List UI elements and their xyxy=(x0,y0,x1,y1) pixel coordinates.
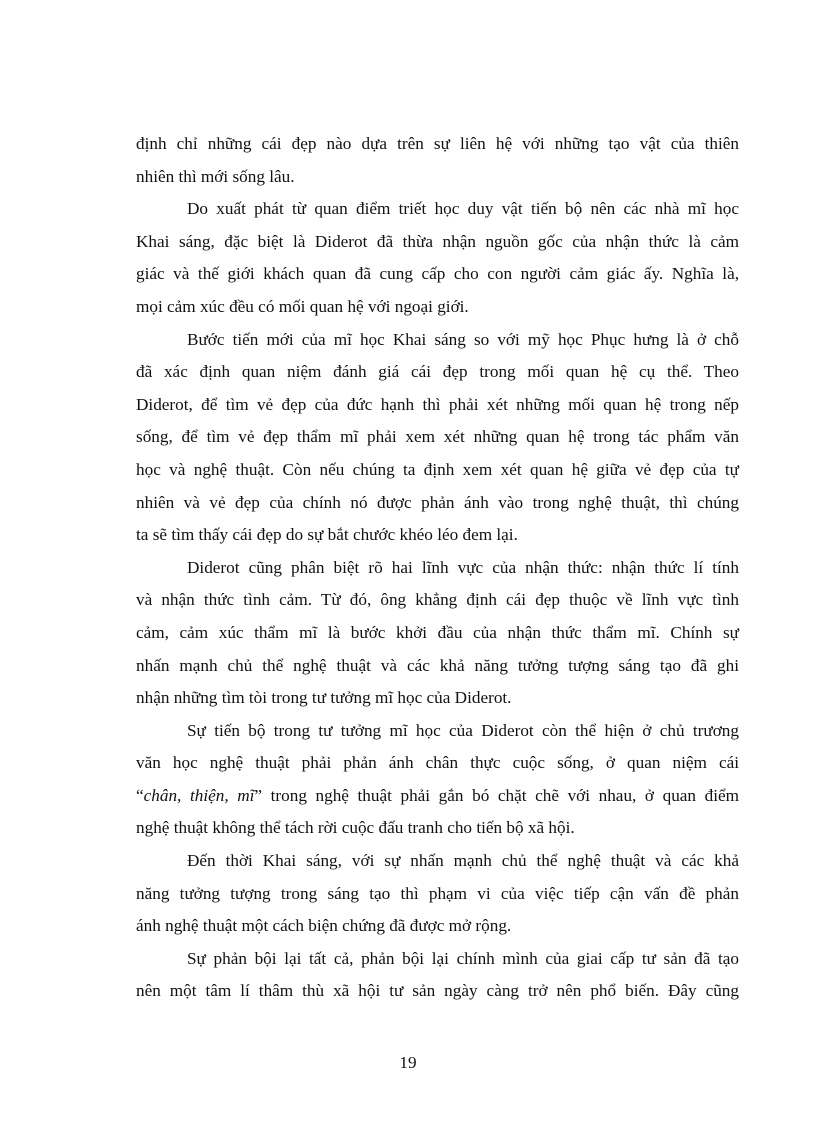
paragraph xyxy=(136,128,739,193)
text-line: học và nghệ thuật. Còn nếu chúng ta định xem xét quan hệ giữa vẻ đẹp của tự xyxy=(136,459,739,479)
paragraph xyxy=(136,845,739,943)
text-line: nhận những tìm tòi trong tư tưởng mĩ học của Diderot. xyxy=(136,688,512,708)
text-line: Bước tiến mới của mĩ học Khai sáng so với mỹ học Phục hưng là ở chỗ xyxy=(187,329,739,349)
text-line: cảm, cảm xúc thẩm mĩ là bước khởi đầu của nhận thức thẩm mĩ. Chính sự xyxy=(136,622,739,642)
text-line: Diderot, để tìm vẻ đẹp của đức hạnh thì phải xét những mối quan hệ trong nếp xyxy=(136,394,739,414)
text-line: sống, để tìm vẻ đẹp thẩm mĩ phải xem xét những quan hệ trong tác phẩm văn xyxy=(136,427,739,447)
text-line: mọi cảm xúc đều có mối quan hệ với ngoại giới. xyxy=(136,296,469,316)
text-line: Đến thời Khai sáng, với sự nhấn mạnh chủ thể nghệ thuật và các khả xyxy=(187,851,739,871)
paragraph xyxy=(136,193,739,323)
text-line: định chỉ những cái đẹp nào dựa trên sự liên hệ với những tạo vật của thiên xyxy=(136,134,739,153)
text-line: đã xác định quan niệm đánh giá cái đẹp trong mối quan hệ cụ thể. Theo xyxy=(136,362,739,382)
text-line: văn học nghệ thuật phải phản ánh chân thực cuộc sống, ở quan niệm cái xyxy=(136,753,739,773)
text-line: giác và thế giới khách quan đã cung cấp cho con người cảm giác ấy. Nghĩa là, xyxy=(136,264,739,284)
text-line: Sự phản bội lại tất cả, phản bội lại chính mình của giai cấp tư sản đã tạo xyxy=(187,948,739,968)
text-line: Sự tiến bộ trong tư tưởng mĩ học của Diderot còn thể hiện ở chủ trương xyxy=(187,720,739,740)
text-line: ta sẽ tìm thấy cái đẹp do sự bắt chước khéo léo đem lại. xyxy=(136,525,518,545)
document-body xyxy=(136,128,739,1008)
text-line: nhấn mạnh chủ thể nghệ thuật và các khả năng tưởng tượng sáng tạo đã ghi xyxy=(136,655,739,675)
text-line: ánh nghệ thuật một cách biện chứng đã được mở rộng. xyxy=(136,916,512,936)
text-line: nhiên và vẻ đẹp của chính nó được phản ánh vào trong nghệ thuật, thì chúng xyxy=(136,492,739,512)
text-line: năng tưởng tượng trong sáng tạo thì phạm vi của việc tiếp cận vấn đề phản xyxy=(136,883,739,903)
paragraph xyxy=(136,552,739,715)
text-line: nên một tâm lí thâm thù xã hội tư sản ngày càng trở nên phổ biến. Đây cũng xyxy=(136,981,739,1001)
text-line: nghệ thuật không thể tách rời cuộc đấu tranh cho tiến bộ xã hội. xyxy=(136,818,575,838)
paragraph xyxy=(136,324,739,552)
paragraph xyxy=(136,715,739,845)
page-number: 19 xyxy=(399,1053,417,1072)
text-line: Do xuất phát từ quan điểm triết học duy vật tiến bộ nên các nhà mĩ học xyxy=(187,199,739,219)
text-run: ” trong nghệ thuật phải gắn bó chặt chẽ với nhau, ở quan điểm xyxy=(254,785,739,805)
italic-phrase: chân, thiện, mĩ xyxy=(143,785,255,805)
text-line-with-italic xyxy=(136,780,739,813)
text-run: “ xyxy=(136,785,144,805)
text-line: nhiên thì mới sống lâu. xyxy=(136,166,295,186)
text-line: Khai sáng, đặc biệt là Diderot đã thừa nhận nguồn gốc của nhận thức là cảm xyxy=(136,231,739,251)
paragraph xyxy=(136,943,739,1008)
text-line: và nhận thức tình cảm. Từ đó, ông khẳng định cái đẹp thuộc về lĩnh vực tình xyxy=(136,590,739,610)
text-line: Diderot cũng phân biệt rõ hai lĩnh vực của nhận thức: nhận thức lí tính xyxy=(187,557,739,577)
